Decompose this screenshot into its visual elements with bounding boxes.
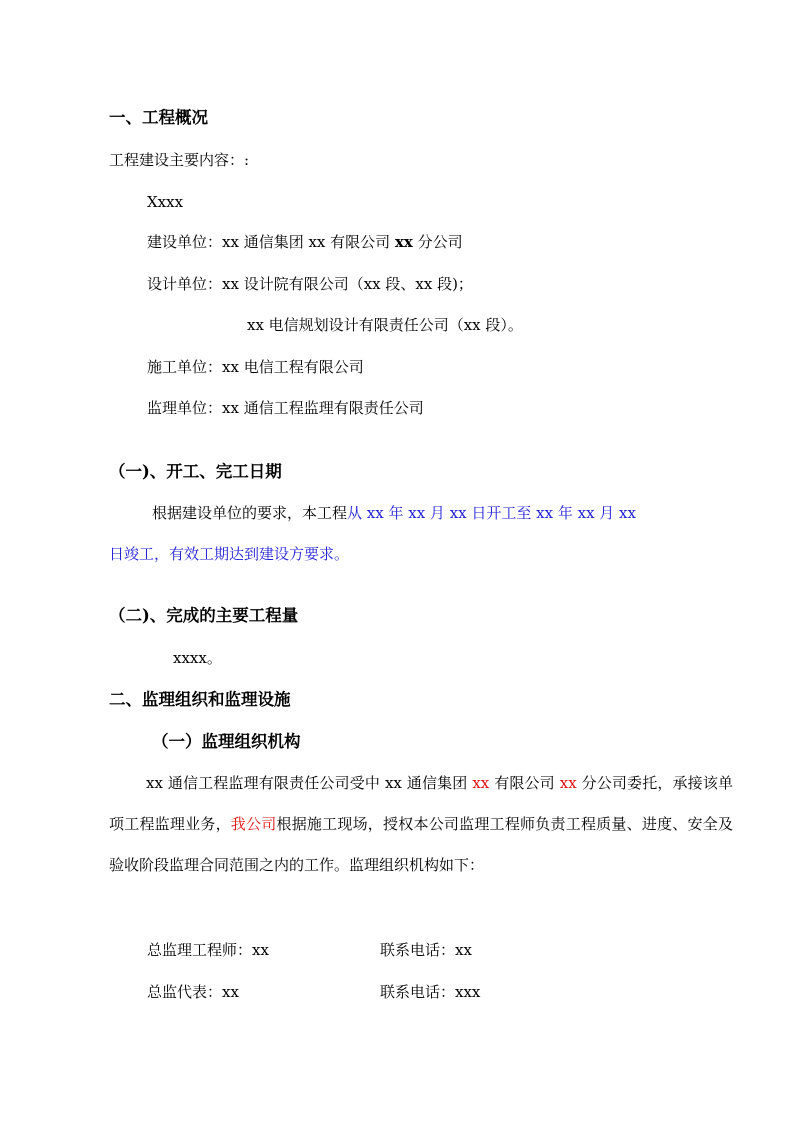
design-value-1: xx 设计院有限公司（xx 段、xx 段)； <box>222 275 473 293</box>
org-p-f: 我公司 <box>230 815 277 833</box>
section1-heading: 一、工程概况 <box>109 108 208 127</box>
sub2-heading: （二)、完成的主要工程量 <box>109 606 299 625</box>
design-label: 设计单位： <box>147 275 223 293</box>
org-p-a: xx 通信工程监理有限责任公司受中 xx 通信集团 <box>146 774 473 792</box>
sub2-text: xxxx。 <box>173 649 222 667</box>
design-line-1 <box>147 274 473 294</box>
supervise-line <box>147 398 424 418</box>
supervise-value: xx 通信工程监理有限责任公司 <box>222 399 424 417</box>
content-line: Xxxx <box>147 193 184 211</box>
owner-c: 分公司 <box>412 233 463 251</box>
org-p-e: 分公司委托，承接该单项工程监理业务， <box>109 774 733 833</box>
chief-engineer: 总监理工程师：xx <box>147 941 269 959</box>
supervise-label: 监理单位： <box>147 399 223 417</box>
sub1-line-2: 日竣工，有效工期达到建设方要求。 <box>109 545 350 563</box>
owner-b: xx <box>394 233 413 251</box>
org-p-d: xx <box>559 774 577 792</box>
org-p-c: 有限公司 <box>489 774 560 792</box>
chief-phone: 联系电话：xx <box>380 941 472 959</box>
org-p-g: 根据施工现场，授权本公司监理工程师负责工程质量、进度、安全及验收阶段监理合同范围之内的工作。监理组织机构如下： <box>109 815 733 874</box>
construct-label: 施工单位： <box>147 358 223 376</box>
construct-value: xx 电信工程有限公司 <box>222 358 364 376</box>
org-paragraph <box>109 763 733 886</box>
deputy-rep: 总监代表：xx <box>147 983 239 1001</box>
sub1-heading: （一)、开工、完工日期 <box>109 462 282 481</box>
owner-line <box>147 232 463 252</box>
sub1-text-b: 从 xx 年 xx 月 xx 日开工至 xx 年 xx 月 xx <box>347 504 636 522</box>
sub1-line-1 <box>152 503 636 523</box>
sub1-text-a: 根据建设单位的要求，本工程 <box>152 504 348 522</box>
design-line-2: xx 电信规划设计有限责任公司（xx 段）。 <box>247 316 523 334</box>
construct-line <box>147 357 364 377</box>
org-p-b: xx <box>472 774 490 792</box>
deputy-phone: 联系电话：xxx <box>380 983 481 1001</box>
owner-label: 建设单位： <box>147 233 223 251</box>
owner-a: xx 通信集团 xx 有限公司 <box>222 233 395 251</box>
section2-subheading: （一）监理组织机构 <box>152 732 301 751</box>
section2-heading: 二、监理组织和监理设施 <box>109 690 291 709</box>
intro-line: 工程建设主要内容：: <box>109 151 250 169</box>
